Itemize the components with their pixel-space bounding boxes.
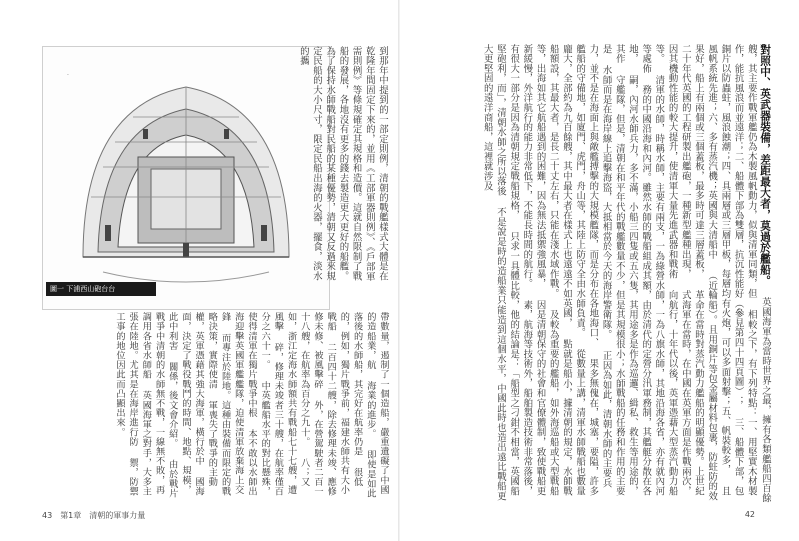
- paragraph-line: 本不敢以水師出海迎擊英國軍艦艦隊，迫使清軍放棄海上交鋒: [219, 312, 257, 497]
- paragraph-line: 中英艦船水平的對比懸殊，使得清軍在獨片戰爭中根: [245, 312, 271, 497]
- left-page: [0, 0, 399, 541]
- paragraph-line: 二百四十二艘，除去修理未竣、應修修未修、被風擊碎: [311, 312, 337, 497]
- paragraph-line: 而專注於陸地。這種由裝備而限定的戰略決策，實際使清: [206, 312, 231, 497]
- paragraph-line: 需則例》等條規確定其規格和造價。這就自然限制了戰船的發展，各地沒有更多的錢去製造更大更好的船艦。: [337, 46, 362, 281]
- paragraph-line: 三、船體下部，包銅片以防蟲蛀，風浪蝕潮；四、具兩層或三層甲板，每層均有火炮，可以多面射擊；五、帆裝較多，: [719, 44, 744, 496]
- paragraph-line: 只求一具體比較，他的結論是：「船型之刁鉗不相當，英國船堅砲利，而」，清朝水師之所以落後: [494, 44, 520, 496]
- paragraph-line: 水師而是在海岸線上追擊海盜，大抵相當於今天的海岸警衛隊。: [600, 65, 612, 340]
- running-title: 清朝的軍事力量: [89, 511, 146, 520]
- paragraph-line: 點就是船小，據清朝的規定，水師戰船額設，其最大者，是長二十丈左右，只能在淺水域作戰。: [547, 44, 572, 496]
- paragraph-line: （近輪船）。且用銅片等包金屬材料包裹，防蛀防的效果好，船上有兩個或三個蓋板，最多時可達三層蓋板，: [692, 44, 718, 502]
- right-page: [400, 0, 799, 541]
- paragraph-line: 嗣，內河水師兵力，多不滿，小船三四隻或五六隻，其用途多是作為巡邏、緝私、救生等用途的，其作: [613, 44, 638, 496]
- left-text-lower: [42, 312, 390, 502]
- section-heading: 對照中、英武器裝備，差距最大者，莫過於艦船。: [759, 44, 771, 286]
- paragraph-line: 即使是如此落後的水師船，其完好在航率仍是: [351, 312, 376, 499]
- paragraph-line: 由於戰片戰爭中清朝的水師無不戰，一線無不敗，再調用各省水師船: [140, 312, 178, 499]
- paragraph-line: 相較之下，有下列特點：一、用堅實木材製作，能抗風浪而並遠洋；二、船體下部為雙層，抗沉性能好（參見第四十四頁圖）；: [732, 44, 757, 496]
- paragraph-line: 式海軍在當時，在中國在英軍方面是作戰兩次，因其機動性能的較大提升，使清軍大量先進武器和戰術: [666, 44, 691, 496]
- paragraph-line: 英國海軍為當時世界之最，擁有各類艦船四百餘艘，其主要作戰軍艦仍為木製風帆動力，似與清軍同類，但: [745, 44, 771, 503]
- paragraph-line: 不是說是時的造船業只能造到這個水平，中國此時也造出遠比戰船更大更堅固的遠洋商船，這裡就涉及: [481, 44, 506, 502]
- paragraph-line: 到那年中提到的一部定則例，清朝的戰艦樣式大體是在乾隆年間固定下來的，並用《工部軍器則例》、《戶部軍: [363, 46, 388, 282]
- paragraph-line: 關係，後文會介紹。: [166, 361, 178, 449]
- paragraph-line: 正因為如此，清朝水師的主要兵力，並不是在海面上與敵艦搏擊的大規模艦隊，而是分布在各地海口、: [587, 44, 612, 488]
- left-text-upper: [273, 46, 389, 284]
- right-body-text: [412, 44, 772, 504]
- svg-text:·: ·: [67, 72, 69, 79]
- left-folio: [42, 510, 145, 521]
- right-folio: [745, 510, 755, 519]
- paragraph-line: 果多無傀在，城塞，要隘，許多艦船的守備地，如廈門、虎門，舟山等，其陸上防守全由水師負責。: [574, 44, 599, 496]
- paragraph-line: 海業的進步。: [364, 381, 376, 439]
- paragraph-line: 為了保持水師戰船對民船的某種優勢，清朝又反過來規定民船的大小尺寸，限定民船出海的火器，擺食，淡水的攜: [297, 46, 336, 281]
- paragraph-line: 及較為重要的艦船，如外海巡船或大型戰船等，出海如其它航船遇到的困難，因為無法抵禦強風暴，: [534, 44, 559, 496]
- paragraph-line: 八；又如，浙江定海水師額共有戰船七十七艘，遭風擊: [272, 312, 310, 495]
- paragraph-line: 清軍的水師，時稱水師，主要有兩支，一為綠營水師，一為八旗水師，其地沿海各省，亦有就內河等處佈: [640, 44, 665, 496]
- paragraph-line: 碎，修理未竣者三十艘，在航率僅百分之六十一。: [259, 312, 284, 497]
- chapter-label: 第1章: [60, 511, 82, 520]
- paragraph-line: 禦，防禦工事的地位因此而凸顯出來。: [113, 312, 139, 497]
- paragraph-line: 向航行，十年代以後，英軍憑藉大型蒸汽動力船等。: [653, 44, 678, 496]
- paragraph-line: 外，在營駕駛者二百一十八艘，在航率為百分之九十。: [298, 312, 323, 497]
- paragraph-line: 守艦隊，但是，清朝在和平年代的戰艦數量不少，但是其規模很小；水師戰船的任務和作用的主要是: [600, 44, 625, 496]
- figure-caption: 圖一 下浦西山砲台台: [46, 282, 156, 296]
- paragraph-line: 務的中國沿海和內河。雖然水師的戰船組成其額，由於清代的定營分汛軍務制，其艦艇分散在各地，: [626, 44, 652, 496]
- page-number: 42: [744, 510, 755, 519]
- page-number: 43: [42, 511, 53, 520]
- paragraph-line: 素，航海等技術外，船舶製造技術非常落後，有很大一部分是因為清朝規定戰船規格，: [508, 44, 533, 496]
- paragraph-line: 帶數量，遏制了一個造船，嚴重遺礙了中國的造船業，航: [364, 312, 389, 495]
- paragraph-line: 從數量上講，清軍水師戰船也數量龐大，全部約為九百餘艘，其中最大者在樣式上也遠遠不如英國，: [560, 44, 586, 496]
- paragraph-line: 軍喪失了戰爭的主動權，英軍憑藉其強大海軍，橫行於中: [193, 312, 218, 487]
- paragraph-line: 革命在當時對蒸汽動力艦船的明顯優勢。上世紀二十年代英國的工程研製出艦砲，一種新型艦種出現，: [679, 44, 704, 496]
- paragraph-line: 很低的，例如，獨片戰爭前，福建水師共有大小戰船: [325, 312, 363, 495]
- paragraph-line: 國海面，決定了戰役戰鬥的時間、地點、規模，此中利害: [166, 312, 205, 497]
- paragraph-line: 且風帆系統先進；六、多有蒸汽機；英國與大清船中: [706, 44, 731, 496]
- paragraph-line: 英國海軍之對手，大多主張在陸地。尤其是在海岸進行防: [127, 312, 152, 497]
- paragraph-line: 因是清朝保守的社會和官僚體制，致使戰船更新緩慢，外洋航行的能力非常低下，不能長時間的航行。: [521, 44, 546, 496]
